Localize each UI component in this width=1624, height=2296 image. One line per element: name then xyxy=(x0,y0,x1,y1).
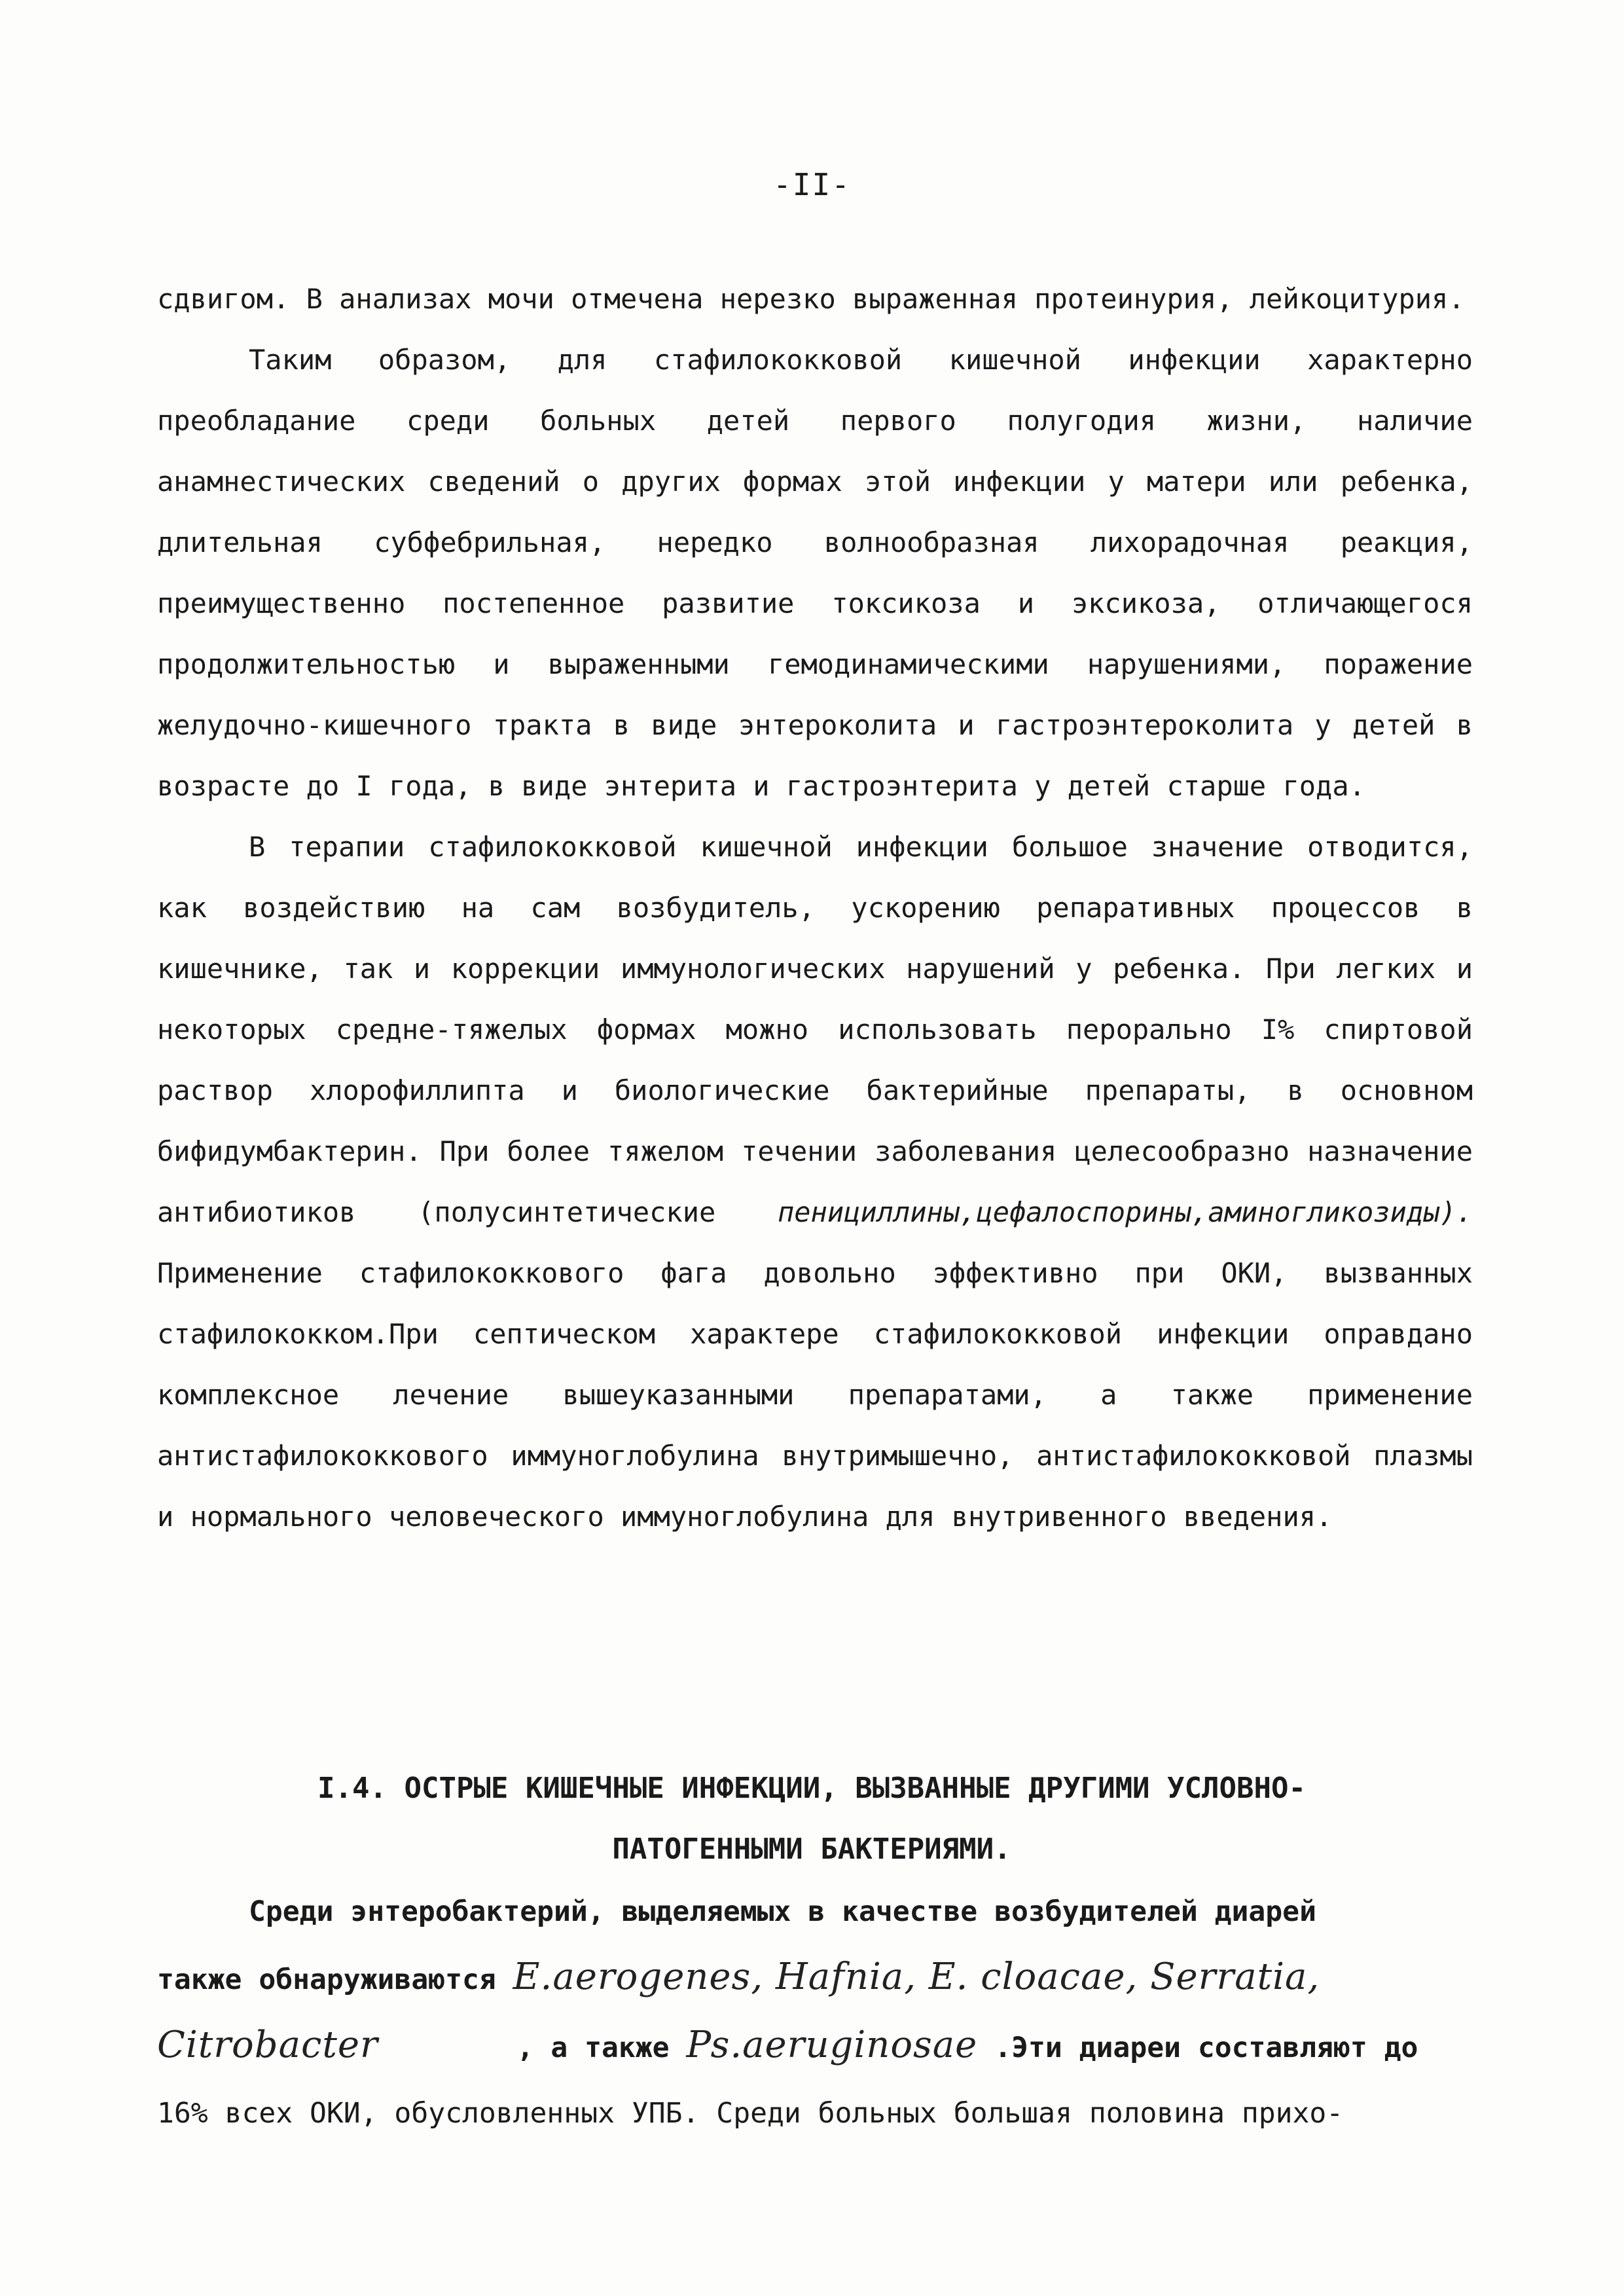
section-heading-continued: ПАТОГЕННЫМИ БАКТЕРИЯМИ. xyxy=(612,1832,1011,1866)
section-line-2-prefix: также обнаруживаются xyxy=(157,1963,496,1996)
section-line-3 xyxy=(157,2013,1473,2081)
paragraph-continuation: сдвигом. В анализах мочи отмечена нерезко выраженная протеинурия, лейкоцитурия. xyxy=(157,283,1465,315)
section-line-2 xyxy=(157,1944,1473,2013)
section-line-3-suffix: .Эти диареи составляют до xyxy=(994,2032,1418,2064)
section-line-4: 16% всех ОКИ, обусловленных УПБ. Среди больных большая половина прихо- xyxy=(157,2097,1344,2130)
section-line-1: Среди энтеробактерий, выделяемых в качестве возбудителей диарей xyxy=(249,1895,1316,1928)
page-number: -II- xyxy=(773,167,851,202)
therapy-text-part1: В терапии стафилококковой кишечной инфекции большое значение отводится, как воздействию на сам возбудитель, ускорению репаративных процессов в кишечнике, так и коррекции иммунологических нарушений у ребенка. При легких и некоторых средне-тяжелых формах можно использовать перорально I% спиртовой раствор хлорофиллипта и биологические бактерийные препараты, в основном бифидумбактерин. При более тяжелом течении заболевания целесообразно назначение антибиотиков (полусинтетические xyxy=(157,831,1473,1228)
section-heading: I.4. ОСТРЫЕ КИШЕЧНЫЕ ИНФЕКЦИИ, ВЫЗВАННЫЕ ДРУГИМИ УСЛОВНО- xyxy=(317,1772,1306,1805)
handwritten-organism-pseudomonas: Ps.aeruginosae xyxy=(686,2024,978,2066)
handwritten-organism-citrobacter: Citrobacter xyxy=(157,2024,378,2066)
therapy-text-part2: Применение стафилококкового фага довольно эффективно при ОКИ, вызванных стафилококком.При септическом характере стафилококковой инфекции оправдано комплексное лечение вышеуказанными препаратами, а также применение антистафилококкового иммуноглобулина внутримышечно, антистафилококковой плазмы и нормального человеческого иммуноглобулина для внутривенного введения. xyxy=(157,1257,1473,1533)
paragraph-summary: Таким образом, для стафилококковой кишечной инфекции характерно преобладание среди больных детей первого полугодия жизни, наличие анамнестических сведений о других формах этой инфекции у матери или ребенка, длительная субфебрильная, нередко волнообразная лихорадочная реакция, преимущественно постепенное развитие токсикоза и эксикоза, отличающегося продолжительностью и выраженными гемодинамическими нарушениями, поражение желудочно-кишечного тракта в виде энтероколита и гастроэнтероколита у детей в возрасте до I года, в виде энтерита и гастроэнтерита у детей старше года. xyxy=(157,344,1473,802)
paragraph-therapy xyxy=(157,816,1473,1547)
section-line-3-mid: , а также xyxy=(516,2032,670,2064)
handwritten-organisms-1: E.aerogenes, Hafnia, E. cloacae, Serratia, xyxy=(513,1956,1320,1998)
therapy-drug-list: пенициллины,цефалоспорины,аминогликозиды). xyxy=(777,1196,1473,1228)
main-text xyxy=(157,268,1473,1547)
section-body xyxy=(157,1879,1473,2146)
